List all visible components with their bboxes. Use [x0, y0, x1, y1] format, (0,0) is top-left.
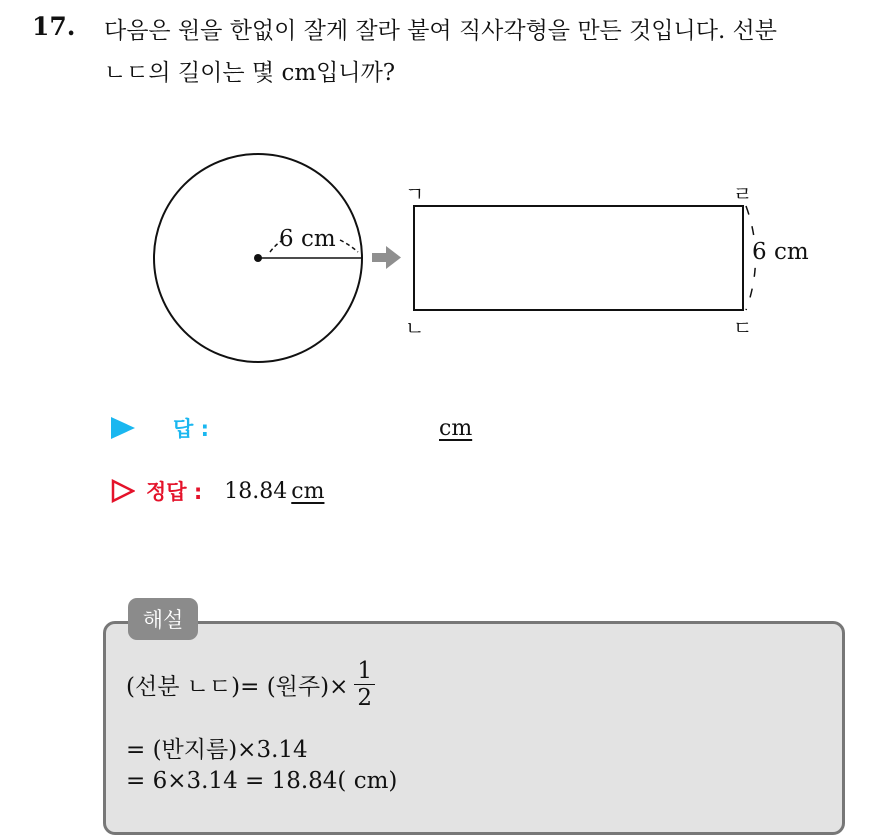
correct-answer-row [111, 476, 324, 506]
correct-answer-unit: cm [291, 478, 325, 504]
explanation-box [103, 621, 845, 835]
play-outline-icon [111, 479, 135, 503]
transform-arrow-shaft [372, 253, 387, 262]
fraction [354, 658, 375, 711]
correct-answer-label: 정답 : [146, 480, 203, 504]
question-text-line1: 다음은 원을 한없이 잘게 잘라 붙여 직사각형을 만든 것입니다. 선분 [104, 18, 777, 44]
radius-dim-arc-right [340, 240, 358, 252]
corner-label-bottom-right: ㄷ [733, 316, 753, 340]
answer-unit: cm [439, 415, 473, 441]
fraction-denominator: 2 [357, 685, 373, 711]
corner-label-bottom-left: ㄴ [405, 316, 425, 340]
rectangle [414, 206, 743, 310]
explanation-line1 [126, 658, 375, 711]
question-number: 17. [32, 12, 76, 41]
transform-arrow-head [386, 246, 401, 269]
question-text-line2: ㄴㄷ의 길이는 몇 cm입니까? [104, 60, 396, 86]
explanation-line2: = (반지름)×3.14 [126, 737, 308, 763]
radius-label: 6 cm [279, 226, 336, 252]
play-solid-icon [111, 417, 135, 439]
explanation-line3: = 6×3.14 = 18.84( cm) [126, 768, 398, 794]
height-label: 6 cm [752, 239, 809, 265]
corner-label-top-left: ㄱ [405, 182, 425, 206]
explanation-tag: 해설 [128, 598, 198, 640]
answer-label: 답 : [173, 417, 209, 441]
correct-answer-value: 18.84 [224, 478, 288, 504]
fraction-numerator: 1 [354, 658, 375, 685]
answer-row [111, 414, 472, 442]
explanation-line1-text: (선분 ㄴㄷ)= (원주)× [126, 674, 349, 700]
corner-label-top-right: ㄹ [733, 182, 753, 206]
